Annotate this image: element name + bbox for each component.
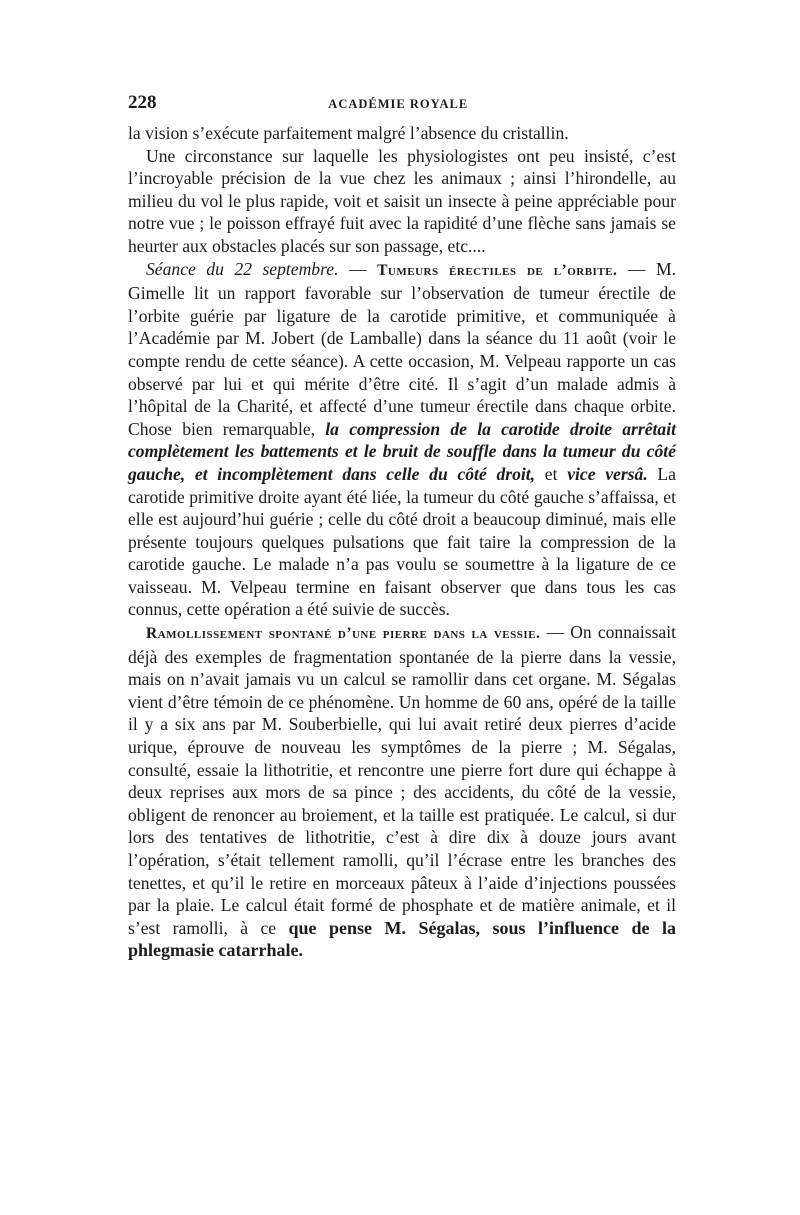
running-head: ACADÉMIE ROYALE bbox=[328, 97, 469, 111]
paragraph-text: M. Gimelle lit un rapport favorable sur l’observation de tumeur érectile de l’orbite guérie par ligature de la carotide primitive, et communiquée à l’Académie par M. Jobert (de Lamballe) dans la séance du 11 août (voir le compte rendu de cette séance). A cette occasion, M. Velpeau rapporte un cas observé par lui et qui mérite d’être cité. Il s’agit d’un malade admis à l’hôpital de la Charité, et affecté d’une tumeur érectile dans chaque orbite. Chose bien remarquable, bbox=[128, 258, 676, 439]
paragraph-text: Une circonstance sur laquelle les physiologistes ont peu insisté, c’est l’incroyable précision de la vue chez les animaux ; ainsi l’hirondelle, au milieu du vol le plus rapide, voit et saisit un insecte à peine appréciable pour notre vue ; le poisson effrayé fuit avec la rapidité d’une flèche sans jamais se heurter aux obstacles placés sur son passage, etc.... bbox=[128, 145, 676, 256]
book-page bbox=[128, 92, 676, 962]
paragraph-continuation bbox=[128, 122, 676, 145]
em-dash: — bbox=[338, 258, 378, 279]
session-date: Séance du 22 septembre. bbox=[146, 258, 339, 279]
page-number: 228 bbox=[128, 92, 157, 113]
paragraph-bladder-stone bbox=[128, 621, 676, 962]
section-heading-tumeurs: Tumeurs érectiles de l’orbite. bbox=[377, 261, 618, 279]
em-dash: — bbox=[617, 258, 656, 279]
em-dash: — bbox=[540, 622, 571, 643]
paragraph-animal-vision bbox=[128, 145, 676, 258]
paragraph-text: et bbox=[535, 463, 568, 484]
section-heading-ramollissement: Ramollissement spontané d’une pierre dans la vessie. bbox=[146, 625, 541, 643]
italic-passage: la compression de la carotide droite arrêtait complètement les battements et le bruit de souffle dans la tumeur du côté gauche, et incomplètement dans celle du côté droit, bbox=[128, 418, 676, 484]
paragraph-text: On connaissait déjà des exemples de fragmentation spontanée de la pierre dans la vessie, mais on n’avait jamais vu un calcul se ramollir dans cet organe. M. Ségalas vient d’être témoin de ce phénomène. Un homme de 60 ans, opéré de la taille il y a six ans par M. Souberbielle, qui lui avait retiré deux pierres d’acide urique, éprouve de nouveau les symptômes de la pierre ; M. Ségalas, consulté, essaie la lithotritie, et rencontre une pierre fort dure qui échappe à deux reprises aux mors de sa pince ; des accidents, du côté de la vessie, obligent de renoncer au broiement, et la taille est pratiquée. Le calcul, si dur lors des tentatives de lithotritie, c’est à dire dix à douze jours avant l’opération, s’était tellement ramolli, qu’il l’écrase entre les branches des tenettes, et qu’il le retire en morceaux pâteux à l’aide d’injections poussées par la plaie. Le calcul était formé de phosphate et de matière animale, et il s’est ramolli, à ce bbox=[128, 622, 676, 938]
italic-vice-versa: vice versâ. bbox=[567, 463, 648, 484]
paragraph-text: La carotide primitive droite ayant été liée, la tumeur du côté gauche s’affaissa, et elle est aujourd’hui guérie ; celle du côté droit a beaucoup diminué, mais elle présente toujours quelques pulsations que fait taire la compression de la carotide gauche. Le malade n’a pas voulu se soumettre à la ligature de ce vaisseau. M. Velpeau termine en faisant observer que dans tous les cas connus, cette opération a été suivie de succès. bbox=[128, 463, 676, 620]
paragraph-last-line: que pense M. Ségalas, sous l’influence de la phlegmasie catarrhale. bbox=[128, 917, 676, 961]
page-header bbox=[128, 92, 676, 122]
paragraph-erectile-tumors bbox=[128, 258, 676, 622]
paragraph-text: la vision s’exécute parfaitement malgré l’absence du cristallin. bbox=[128, 123, 569, 143]
